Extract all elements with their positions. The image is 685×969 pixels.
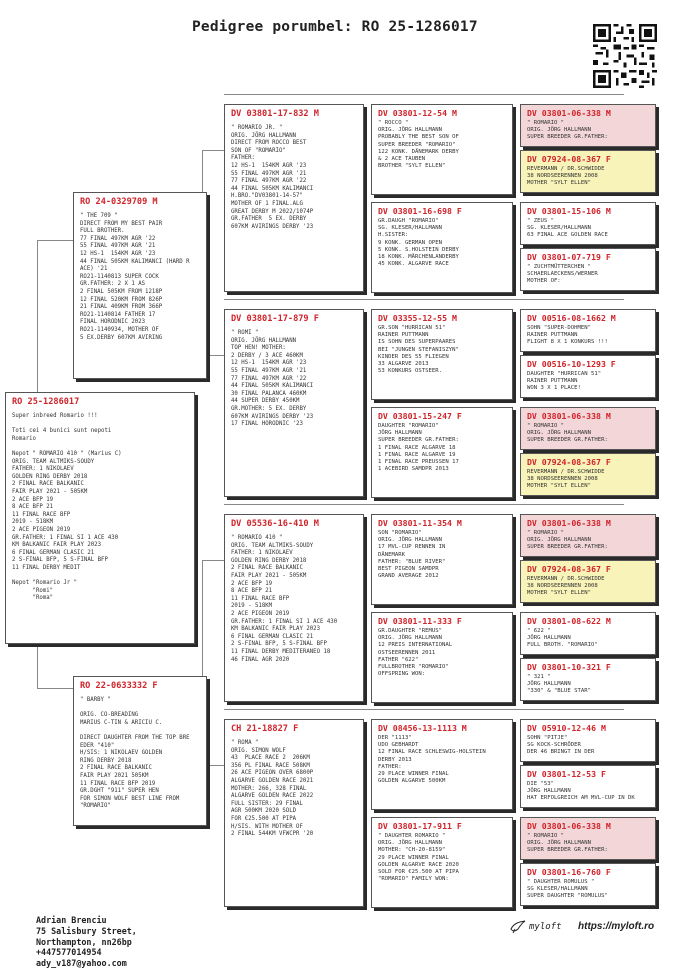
pigeon-card-great-grandparent[interactable] [371, 407, 513, 498]
pigeon-card-gg-grandparent[interactable] [520, 863, 656, 906]
pigeon-card-great-grandparent[interactable] [371, 514, 513, 605]
pigeon-card-gg-grandparent[interactable] [520, 514, 656, 557]
pigeon-description: " BARBY " ORIG. CO-BREADING MARIUS C-TIN & ARICIU C. DIRECT DAUGHTER FROM THE TOP BRE EDER "410" H/SIS: 1 NIKOLAEV GOLDEN RING DERBY 2018 2 FINAL RACE BALKANIC FAIR PLAY 2021 505KM 11 FINAL RACE BFP 2019 GR.DGHT "911" SUPER HEN FOR SIMON WOLF BEST LINE FROM "ROMARIO" [80, 697, 190, 810]
pigeon-card-great-grandparent[interactable] [371, 817, 513, 908]
pigeon-card-gg-grandparent[interactable] [520, 612, 656, 655]
ring-number: DV 05910-12-46 M [527, 723, 606, 733]
pigeon-description: " ROMARIO JR. " ORIG. JÖRG HALLMANN DIRECT FROM ROCCO BEST SON OF "ROMARIO" FATHER: 12 HS-1 154KM AGR '23 55 FINAL 497KM AGR '21 77 FINAL 497KM AGR '22 44 FINAL 505KM KALIMANCI H.BRO."DV03801-14-57" MOTHER OF 1 FINAL.ALG GREAT DERBY M 2022/1074P GR.FATHER 5 EX. DERBY 607KM AVIRINGS DERBY '23 [231, 125, 314, 230]
connector-line [202, 560, 224, 561]
pigeon-description: " ROMARIO " ORIG. JÖRG HALLMANN SUPER BREEDER GR.FATHER: [527, 423, 608, 444]
pigeon-description: " ROCCO " ORIG. JÖRG HALLMANN PROBABLY THE BEST SON OF SUPER BREEDER "ROMARIO" 122 KONK. DÄNEMARK DERBY & 2 ACE TAUBEN BROTHER "SYLT ELLEN" [378, 120, 459, 170]
connector-line [37, 240, 73, 241]
owner-contact: Adrian Brenciu 75 Salisbury Street, Northampton, nn26bp +447577014954 ady_v187@yahoo.com [36, 915, 137, 969]
page-title: Pedigree porumbel: RO 25-1286017 [192, 19, 478, 35]
pigeon-description: DIE "53" JÖRG HALLMANN HAT ERFOLGREICH AM MVL-CUP IN DK [527, 781, 635, 802]
ring-number: DV 03801-15-106 M [527, 206, 611, 216]
ring-number: DV 03801-07-719 F [527, 252, 611, 262]
pigeon-card-gg-grandparent[interactable] [520, 817, 656, 860]
ring-number: DV 03801-15-247 F [378, 411, 462, 421]
website-link[interactable]: https://myloft.ro [578, 921, 655, 932]
pigeon-card-grandparent[interactable] [224, 514, 364, 702]
pigeon-description: " 622 " JÖRG HALLMANN FULL BROTH. "ROMARIO" [527, 628, 598, 649]
pigeon-card-gg-grandparent[interactable] [520, 104, 656, 147]
ring-number: RO 22-0633332 F [80, 681, 158, 691]
ring-number: DV 07924-08-367 F [527, 564, 611, 574]
connector-line [224, 94, 624, 95]
pigeon-card-gg-grandparent[interactable] [520, 719, 656, 762]
pigeon-card-great-grandparent[interactable] [371, 202, 513, 293]
pigeon-card-great-grandparent[interactable] [371, 612, 513, 703]
ring-number: DV 03355-12-55 M [378, 313, 457, 323]
pigeon-card-gg-grandparent[interactable] [520, 355, 656, 398]
ring-number: RO 24-0329709 M [80, 197, 158, 207]
ring-number: DV 03801-11-354 M [378, 518, 462, 528]
pigeon-description: " ZEUS " SG. KLESER/HALLMANN 63 FINAL ACE GOLDEN RACE [527, 218, 608, 239]
pigeon-description: SOHN "PITJE" SG KOCK-SCHRÖDER DER 46 BRINGT IN DER [527, 735, 595, 756]
connector-line [224, 709, 624, 710]
pigeon-card-root[interactable] [5, 392, 195, 644]
ring-number: DV 03801-12-53 F [527, 769, 606, 779]
ring-number: DV 07924-08-367 F [527, 457, 611, 467]
pigeon-description: " ROMARIO " ORIG. JÖRG HALLMANN SUPER BREEDER GR.FATHER: [527, 833, 608, 854]
ring-number: CH 21-18827 F [231, 724, 299, 734]
ring-number: DV 03801-17-911 F [378, 821, 462, 831]
logo-text: myloft [529, 922, 562, 932]
pigeon-description: SOHN "SUPER-DOHMEN" RAINER PUTTMANN FLIGHT 8 X 1 KONKURS !!! [527, 325, 608, 346]
pigeon-description: GR.DAUGH "ROMARIO" SG. KLESER/HALLMANN H.SISTER: 9 KONK. GERMAN OPEN 5 KONK. S.HOLSTEIN DERBY 18 KONK. MÄRCHENLANDERBY 45 KONK. ALGARVE RACE [378, 218, 459, 268]
pigeon-description: " ROMI " ORIG. JÖRG HALLMANN TOP HEN! MOTHER: 2 DERBY / 3 ACE 460KM 12 HS-1 154KM AGR '23 55 FINAL 497KM AGR '21 77 FINAL 497KM AGR '22 44 FINAL 505KM KALIMANCI 30 FINAL PALANCA 460KM 44 SUPER DERBY 450KM GR.MOTHER: 5 EX. DERBY 607KM AVIRINGS DERBY '23 17 FINAL HORODNIC '23 [231, 330, 314, 428]
pigeon-description: Super inbreed Romario !!! Toti cei 4 bunici sunt nepoti Romario Nepot " ROMARIO 410 " (Marius C) ORIG. TEAM ALTMIKS-SOUDY FATHER: 1 NIKOLAEV GOLDEN RING DERBY 2018 2 FINAL RACE BALKANIC FAIR PLAY 2021 - 505KM 2 ACE BFP 19 8 ACE BFP 21 11 FINAL RACE BFP 2019 - 518KM 2 ACE PIGEON 2019 GR.FATHER: 1 FINAL SI 1 ACE 430 KM BALKANIC FAIR PLAY 2023 6 FINAL GERMAN CLASIC 21 2 S-FINAL BFP, 5 S-FINAL BFP 11 FINAL DERBY MEDIT Nepot "Romario Jr " "Romi" "Roma" [12, 413, 122, 602]
pigeon-description: " ROMA " ORIG. SIMON WOLF 43 PLACE RACE 2 206KM 356 PL FINAL RACE 508KM 26 ACE PIGEON OVER 6800P ALGARVE GOLDEN RACE 2021 MOTHER: 266, 328 FINAL ALGARVE GOLDEN RACE 2022 FULL SISTER: 29 FINAL AGR 500KM 2020 SOLD FOR €25.500 AT PIPA H/SIS. WITH MOTHER OF 2 FINAL 544KM VFWCPR '20 [231, 740, 314, 838]
pigeon-card-great-grandparent[interactable] [371, 719, 513, 810]
pigeon-card-gg-grandparent[interactable] [520, 765, 656, 808]
ring-number: DV 03801-06-338 M [527, 821, 611, 831]
pigeon-description: " DAUGHTER ROMULUS " SG KLESER/HALLMANN SUPER DAUGHTER "ROMULUS" [527, 879, 608, 900]
pigeon-description: REVERMANN / DR.SCHWIDDE 38 NORDSEERENNEN 2008 MOTHER "SYLT ELLEN" [527, 469, 605, 490]
ring-number: DV 03801-16-698 F [378, 206, 462, 216]
pigeon-card-gg-grandparent[interactable] [520, 309, 656, 352]
pigeon-card-gg-grandparent[interactable] [520, 560, 656, 603]
connector-line [37, 240, 38, 392]
pigeon-description: SON "ROMARIO" ORIG. JÖRG HALLMANN 17 MVL-CUP RENNEN IN DÄNEMARK FATHER: "BLUE RIVER" BEST PIGEON SAMDPR GRAND AVERAGE 2012 [378, 530, 446, 580]
ring-number: DV 03801-12-54 M [378, 108, 457, 118]
ring-number: DV 00516-08-1662 M [527, 313, 616, 323]
ring-number: RO 25-1286017 [12, 397, 80, 407]
pigeon-description: " ROMARIO 410 " ORIG. TEAM ALTMIKS-SOUDY FATHER: 1 NIKOLAEV GOLDEN RING DERBY 2018 2 FINAL RACE BALKANIC FAIR PLAY 2021 - 505KM 2 ACE BFP 19 8 ACE BFP 21 11 FINAL RACE BFP 2019 - 518KM 2 ACE PIGEON 2019 GR.FATHER: 1 FINAL SI 1 ACE 430 KM BALKANIC FAIR PLAY 2023 6 FINAL GERMAN CLASIC 21 2 S-FINAL BFP, 5 S-FINAL BFP 11 FINAL DERBY MEDITERANEO 18 46 FINAL AGR 2020 [231, 535, 338, 663]
pigeon-card-sire[interactable] [73, 192, 207, 379]
pigeon-card-grandparent[interactable] [224, 719, 364, 907]
pigeon-description: REVERMANN / DR.SCHWIDDE 38 NORDSEERENNEN 2008 MOTHER "SYLT ELLEN" [527, 166, 605, 187]
pigeon-description: " ROMARIO " ORIG. JÖRG HALLMANN SUPER BREEDER GR.FATHER: [527, 530, 608, 551]
ring-number: DV 00516-10-1293 F [527, 359, 616, 369]
pigeon-description: " ROMARIO " ORIG. JÖRG HALLMANN SUPER BREEDER GR.FATHER: [527, 120, 608, 141]
ring-number: DV 07924-08-367 F [527, 154, 611, 164]
ring-number: DV 03801-10-321 F [527, 662, 611, 672]
connector-line [202, 150, 224, 151]
pigeon-description: GR.SON "HURRICAN 51" RAINER PUTTMANN IS SOHN DES SUPERPAARES BEI "JUNGEN STEFANISZYN" KINDER DES 55 FLIEGEN 33 ALGARVE 2013 53 KONKURS OSTSEER. [378, 325, 459, 375]
ring-number: DV 03801-06-338 M [527, 411, 611, 421]
pigeon-description: DAUGHTER "HURRICAN 51" RAINER PUTTMANN WON 3 X 1 PLACE! [527, 371, 602, 392]
ring-number: DV 03801-17-832 M [231, 109, 319, 119]
connector-line [37, 688, 73, 689]
pigeon-description: " ZUCHTMÜTTERCHEN " SCHAERLAECKENS/WERNER MOTHER OF: [527, 264, 598, 285]
pigeon-card-dam[interactable] [73, 676, 207, 826]
pigeon-description: " THE 709 " DIRECT FROM MY BEST PAIR FULL BROTHER. 77 FINAL 497KM AGR '22 55 FINAL 497KM AGR '21 12 HS-1 154KM AGR '23 44 FINAL 505KM KALIMANCI (HARD R ACE) '21 RO21-1140813 SUPER COCK GR.FATHER: 2 X 1 AS 2 FINAL 505KM FROM 1218P 12 FINAL 520KM FROM 826P 21 FINAL 409KM FROM 366P RO21-1140814 FATHER 17 FINAL HORODNIC 2023 RO21-1140934, MOTHER OF 5 EX.DERBY 607KM AVIRING [80, 213, 190, 341]
pigeon-description: GR.DAUGHTER "REMUS" ORIG. JÖRG HALLMANN 12 PREIS INTERNATIONAL OSTSEERENNEN 2011 FATHER "622" FULLBROTHER "ROMARIO" OFFSPRING WON: [378, 628, 453, 678]
ring-number: DV 03801-06-338 M [527, 108, 611, 118]
ring-number: DV 05536-16-410 M [231, 519, 319, 529]
connector-line [224, 504, 624, 505]
pigeon-card-gg-grandparent[interactable] [520, 453, 656, 496]
pigeon-description: REVERMANN / DR.SCHWIDDE 38 NORDSEERENNEN 2008 MOTHER "SYLT ELLEN" [527, 576, 605, 597]
pigeon-card-grandparent[interactable] [224, 104, 364, 292]
pigeon-card-gg-grandparent[interactable] [520, 248, 656, 291]
ring-number: DV 03801-08-622 M [527, 616, 611, 626]
ring-number: DV 03801-17-879 F [231, 314, 319, 324]
pigeon-description: " 321 " JÖRG HALLMANN "330" & "BLUE STAR" [527, 674, 591, 695]
pigeon-description: DER "1113" UDO GEBHARDT 12 FINAL RACE SCHLESWIG-HOLSTEIN DERBY 2013 FATHER: 29 PLACE WINNER FINAL GOLDEN ALGARVE 500KM [378, 735, 486, 785]
pigeon-description: DAUGHTER "ROMARIO" JÖRG HALLMANN SUPER BREEDER GR.FATHER: 1 FINAL RACE ALGARVE 18 1 FINAL RACE ALGARVE 19 1 FINAL RACE PREUSSEN 17 1 ACEBIRD SAMDPR 2013 [378, 423, 459, 473]
connector-line [224, 299, 624, 300]
qr-code-icon [593, 24, 657, 88]
pigeon-card-great-grandparent[interactable] [371, 309, 513, 400]
ring-number: DV 08456-13-1113 M [378, 723, 467, 733]
pigeon-card-gg-grandparent[interactable] [520, 150, 656, 193]
pigeon-logo-icon [510, 920, 526, 934]
pigeon-card-gg-grandparent[interactable] [520, 202, 656, 245]
ring-number: DV 03801-16-760 F [527, 867, 611, 877]
pigeon-card-gg-grandparent[interactable] [520, 407, 656, 450]
pigeon-card-gg-grandparent[interactable] [520, 658, 656, 701]
ring-number: DV 03801-11-333 F [378, 616, 462, 626]
connector-line [37, 644, 38, 688]
myloft-logo [510, 920, 562, 934]
pigeon-card-grandparent[interactable] [224, 309, 364, 497]
pigeon-card-great-grandparent[interactable] [371, 104, 513, 195]
pigeon-description: " DAUGHTER ROMARIO " ORIG. JÖRG HALLMANN MOTHER: "CH-20-8159" 29 PLACE WINNER FINAL GOLDEN ALGARVE RACE 2020 SOLD FOR €25.500 AT PIPA "ROMARIO" FAMILY WON: [378, 833, 459, 883]
ring-number: DV 03801-06-338 M [527, 518, 611, 528]
